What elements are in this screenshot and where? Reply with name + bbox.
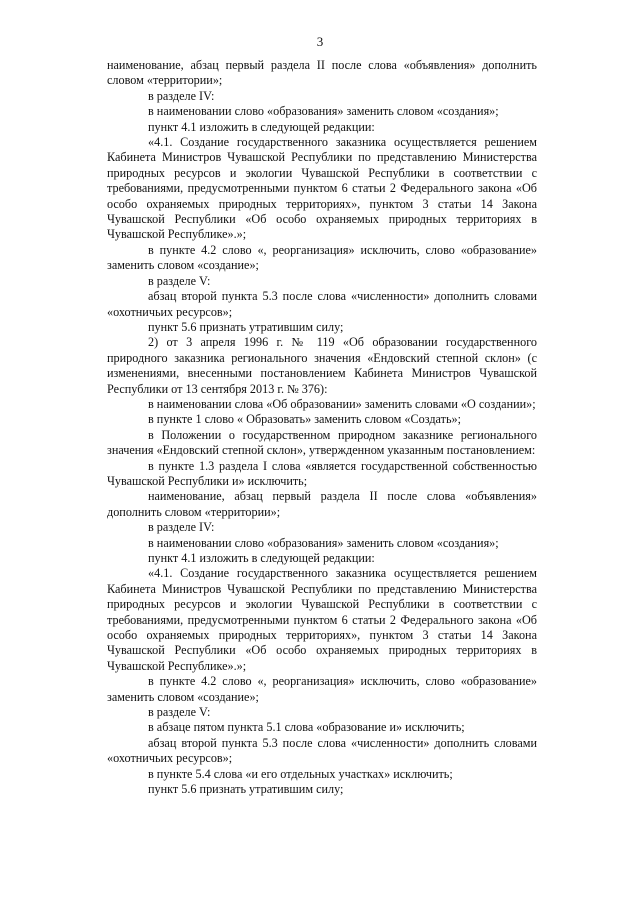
paragraph: в пункте 1.3 раздела I слова «является государственной собственностью Чувашской Республики и» исключить; bbox=[107, 458, 537, 488]
document-body bbox=[107, 58, 537, 798]
paragraph: наименование, абзац первый раздела II после слова «объявления» дополнить словом «территории»; bbox=[107, 489, 537, 519]
paragraph: в пункте 4.2 слово «, реорганизация» исключить, слово «образование» заменить словом «создание»; bbox=[107, 674, 537, 704]
paragraph: в разделе IV: bbox=[148, 88, 215, 103]
paragraph: в абзаце пятом пункта 5.1 слова «образование и» исключить; bbox=[148, 720, 465, 735]
paragraph: пункт 4.1 изложить в следующей редакции: bbox=[148, 551, 375, 565]
paragraph: в пункте 5.4 слова «и его отдельных участках» исключить; bbox=[148, 766, 453, 781]
paragraph: пункт 5.6 признать утратившим силу; bbox=[148, 319, 344, 334]
page-number: 3 bbox=[316, 34, 324, 49]
paragraph: в Положении о государственном природном заказнике регионального значения «Ендовский степной склон», утвержденном указанным постановлением: bbox=[107, 427, 537, 458]
paragraph: в наименовании слово «образования» заменить словом «создания»; bbox=[148, 104, 499, 119]
paragraph: «4.1. Создание государственного заказника осуществляется решением Кабинета Министров Чувашской Республики по представлению Министерства природных ресурсов и экологии Чувашской Республики в соответствии с требованиями, предусмотренными пунктом 6 статьи 2 Федерального закона «Об особо охраняемых природных территориях», пунктом 3 статьи 14 Закона Чувашской Республики «Об особо охраняемых природных территориях в Чувашской Республике».»; bbox=[107, 135, 537, 242]
paragraph: в наименовании слова «Об образовании» заменить словами «О создании»; bbox=[148, 396, 536, 411]
paragraph: наименование, абзац первый раздела II после слова «объявления» дополнить словом «территории»; bbox=[107, 58, 537, 88]
paragraph: 2) от 3 апреля 1996 г. № 119 «Об образовании государственного природного заказника регионального значения «Ендовский степной склон» (с изменениями, внесенными постановлением Кабинета Министров Чувашской Республики от 13 сентября 2013 г. № 376): bbox=[107, 335, 537, 396]
paragraph: в разделе V: bbox=[148, 273, 211, 288]
paragraph: абзац второй пункта 5.3 после слова «численности» дополнить словами «охотничьих ресурсов»; bbox=[107, 735, 537, 766]
paragraph: пункт 5.6 признать утратившим силу; bbox=[148, 782, 344, 797]
paragraph: абзац второй пункта 5.3 после слова «численности» дополнить словами «охотничьих ресурсов»; bbox=[107, 289, 537, 319]
paragraph: в пункте 4.2 слово «, реорганизация» исключить, слово «образование» заменить словом «создание»; bbox=[107, 242, 537, 273]
paragraph: в разделе IV: bbox=[148, 520, 215, 535]
paragraph: в наименовании слово «образования» заменить словом «создания»; bbox=[148, 535, 499, 550]
paragraph: в разделе V: bbox=[148, 705, 211, 720]
paragraph: в пункте 1 слово « Образовать» заменить словом «Создать»; bbox=[148, 412, 461, 427]
paragraph: пункт 4.1 изложить в следующей редакции: bbox=[148, 119, 375, 134]
paragraph: «4.1. Создание государственного заказника осуществляется решением Кабинета Министров Чувашской Республики по представлению Министерства природных ресурсов и экологии Чувашской Республики в соответствии с требованиями, предусмотренными пунктом 6 статьи 2 Федерального закона «Об особо охраняемых природных территориях», пунктом 3 статьи 14 Закона Чувашской Республики «Об особо охраняемых природных территориях в Чувашской Республике».»; bbox=[107, 566, 537, 673]
